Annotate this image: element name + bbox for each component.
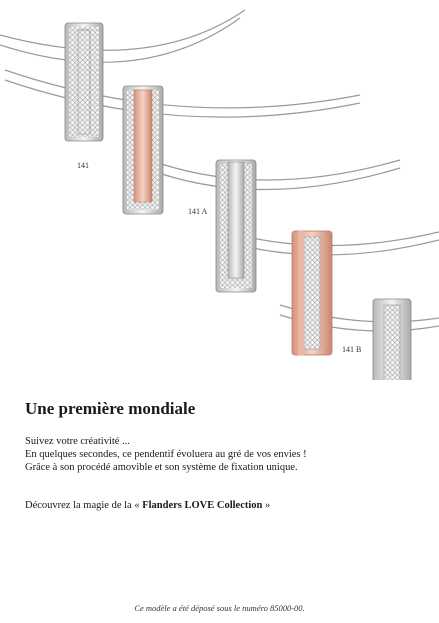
description bbox=[25, 435, 425, 474]
description-line-1: Suivez votre créativité ... bbox=[25, 436, 130, 447]
pendant-rose-2 bbox=[292, 231, 332, 355]
pendant-141a bbox=[216, 160, 256, 292]
pendant-141 bbox=[65, 23, 103, 141]
description-line-3: Grâce à son procédé amovible et son système de fixation unique. bbox=[25, 462, 298, 473]
collection-name: Flanders LOVE Collection bbox=[142, 500, 263, 511]
pendant-rose-1 bbox=[123, 86, 163, 214]
discover-suffix: » bbox=[262, 500, 271, 511]
discover-line bbox=[25, 500, 270, 511]
label-141b: 141 B bbox=[342, 345, 362, 354]
label-141: 141 bbox=[77, 161, 89, 170]
page-title: Une première mondiale bbox=[25, 399, 196, 418]
description-line-2: En quelques secondes, ce pendentif évoluera au gré de vos envies ! bbox=[25, 449, 307, 460]
discover-prefix: Découvrez la magie de la « bbox=[25, 500, 143, 511]
pendant-141b bbox=[373, 299, 411, 380]
footnote: Ce modèle a été déposé sous le numéro 85000-00. bbox=[134, 603, 305, 613]
label-141a: 141 A bbox=[188, 207, 208, 216]
